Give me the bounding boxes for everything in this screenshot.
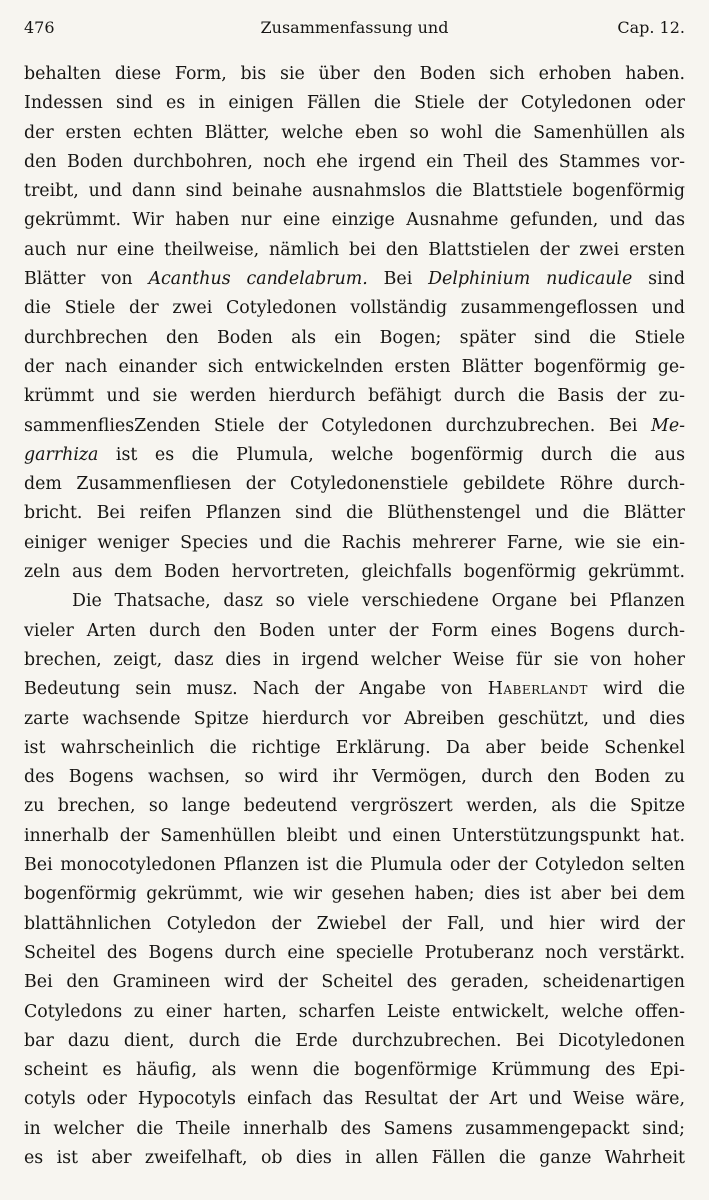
text-line: es ist aber zweifelhaft, ob dies in allen Fällen die ganze Wahrheit [24, 1147, 685, 1168]
page-number: 476 [24, 18, 55, 37]
text-line: dem Zusammenfliesen der Cotyledonenstiele gebildete Röhre durch- [24, 474, 685, 495]
running-title: Zusammenfassung und [260, 18, 449, 37]
text-line: brechen, zeigt, dasz dies in irgend welcher Weise für sie von hoher [24, 649, 685, 670]
text-line: blattähnlichen Cotyledon der Zwiebel der Fall, und hier wird der [24, 913, 685, 934]
text-line: bar dazu dient, durch die Erde durchzubrechen. Bei Dicotyledonen [24, 1030, 685, 1051]
text-line: den Boden durchbohren, noch ehe irgend ein Theil des Stammes vor- [24, 151, 685, 172]
text-line: Cotyledons zu einer harten, scharfen Leiste entwickelt, welche offen- [24, 1001, 685, 1022]
text-line: Indessen sind es in einigen Fällen die Stiele der Cotyledonen oder [24, 93, 685, 114]
text-line [24, 265, 685, 294]
italic-text: Delphinium nudicaule [428, 269, 633, 290]
text-line: auch nur eine theilweise, nämlich bei den Blattstielen der zwei ersten [24, 239, 685, 260]
text-line: cotyls oder Hypocotyls einfach das Resultat der Art und Weise wäre, [24, 1089, 685, 1110]
text-line: zeln aus dem Boden hervortreten, gleichfalls bogenförmig gekrümmt. [24, 562, 685, 583]
body-text [24, 60, 685, 1173]
text-line: treibt, und dann sind beinahe ausnahmslos die Blattstiele bogenförmig [24, 181, 685, 202]
small-caps-name: Haberlandt [487, 679, 588, 700]
text-line: der ersten echten Blätter, welche eben so wohl die Samenhüllen als [24, 122, 685, 143]
text-line: vieler Arten durch den Boden unter der Form eines Bogens durch- [24, 620, 685, 641]
text-line [24, 412, 685, 441]
text-line: ist wahrscheinlich die richtige Erklärung. Da aber beide Schenkel [24, 737, 685, 758]
text-line: Scheitel des Bogens durch eine specielle Protuberanz noch verstärkt. [24, 942, 685, 963]
italic-text: garrhiza [24, 444, 99, 465]
text-segment: Bedeutung sein musz. Nach der Angabe von [24, 679, 488, 700]
text-line: Bei den Gramineen wird der Scheitel des geraden, scheidenartigen [24, 972, 685, 993]
text-line: die Stiele der zwei Cotyledonen vollständig zusammengeflossen und [24, 298, 685, 319]
text-line: scheint es häufig, als wenn die bogenförmige Krümmung des Epi- [24, 1060, 685, 1081]
text-segment: ist es die Plumula, welche bogenförmig durch die aus [98, 444, 685, 465]
text-line: behalten diese Form, bis sie über den Boden sich erhoben haben. [24, 64, 685, 84]
text-line: durchbrechen den Boden als ein Bogen; später sind die Stiele [24, 327, 685, 348]
text-line: der nach einander sich entwickelnden ersten Blätter bogenförmig ge- [24, 356, 685, 377]
text-line: bogenförmig gekrümmt, wie wir gesehen haben; dies ist aber bei dem [24, 884, 685, 905]
italic-text: Me- [651, 415, 685, 436]
text-line: des Bogens wachsen, so wird ihr Vermögen, durch den Boden zu [24, 767, 685, 788]
text-line: zu brechen, so lange bedeutend vergröszert werden, als die Spitze [24, 796, 685, 817]
text-line: Bei monocotyledonen Pflanzen ist die Plumula oder der Cotyledon selten [24, 855, 685, 876]
page-header [24, 18, 685, 48]
text-line: gekrümmt. Wir haben nur eine einzige Ausnahme gefunden, und das [24, 210, 685, 231]
italic-text: Acanthus candelabrum. [148, 269, 368, 290]
chapter-label: Cap. 12. [617, 18, 685, 37]
text-line: krümmt und sie werden hierdurch befähigt durch die Basis der zu- [24, 386, 685, 407]
text-line: zarte wachsende Spitze hierdurch vor Abreiben geschützt, und dies [24, 708, 685, 729]
text-line: in welcher die Theile innerhalb des Samens zusammengepackt sind; [24, 1118, 685, 1139]
text-line: Die Thatsache, dasz so viele verschiedene Organe bei Pflanzen [72, 591, 685, 612]
text-line: bricht. Bei reifen Pflanzen sind die Blüthenstengel und die Blätter [24, 503, 685, 524]
text-segment: sind [632, 269, 685, 290]
text-segment: sammenfliesZenden Stiele der Cotyledonen durchzubrechen. Bei [24, 415, 652, 436]
text-line: einiger weniger Species und die Rachis mehrerer Farne, wie sie ein- [24, 532, 685, 553]
text-line [24, 441, 685, 470]
text-line: innerhalb der Samenhüllen bleibt und einen Unterstützungspunkt hat. [24, 825, 685, 846]
text-line [24, 675, 685, 704]
text-segment: wird die [587, 679, 685, 700]
text-segment: Blätter von [24, 269, 149, 290]
text-segment: Bei [367, 269, 429, 290]
